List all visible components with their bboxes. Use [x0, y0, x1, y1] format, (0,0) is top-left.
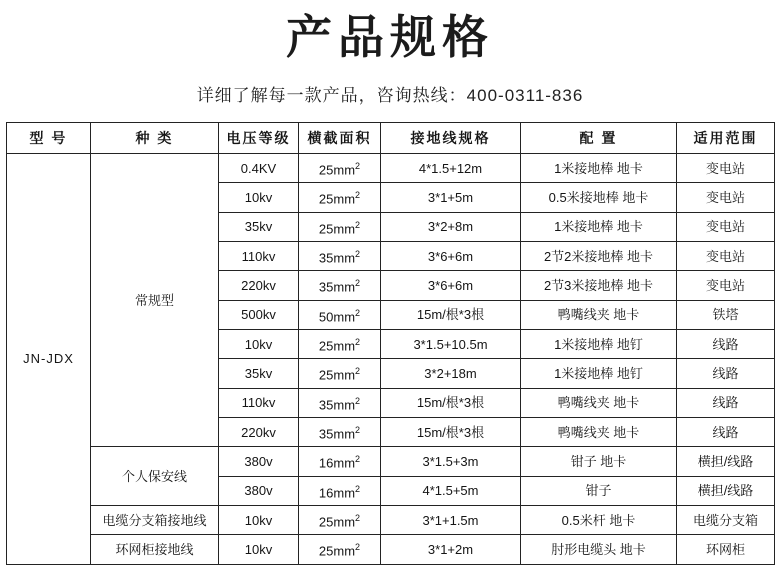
cell-range: 横担/线路 — [677, 447, 775, 476]
cell-voltage: 380v — [219, 476, 299, 505]
table-header-row — [7, 123, 775, 154]
column-header-voltage: 电压等级 — [219, 123, 299, 154]
cell-area: $16mm^2$ — [299, 476, 381, 505]
cell-ground-spec: 3*1.5+10.5m — [381, 329, 521, 358]
unit-superscript: 2 — [355, 336, 361, 347]
column-header-ground-spec: 接地线规格 — [381, 123, 521, 154]
cell-voltage: 10kv — [219, 535, 299, 564]
column-header-area: 横截面积 — [299, 123, 381, 154]
cell-ground-spec: 3*1+5m — [381, 183, 521, 212]
column-header-range: 适用范围 — [677, 123, 775, 154]
cell-config: 鸭嘴线夹 地卡 — [521, 388, 677, 417]
cell-ground-spec: 15m/根*3根 — [381, 417, 521, 446]
cell-config: 鸭嘴线夹 地卡 — [521, 300, 677, 329]
column-header-config: 配 置 — [521, 123, 677, 154]
cell-voltage: 110kv — [219, 241, 299, 270]
spec-table — [6, 122, 775, 565]
cell-range: 线路 — [677, 388, 775, 417]
cell-ground-spec: 15m/根*3根 — [381, 388, 521, 417]
cell-range: 线路 — [677, 329, 775, 358]
cell-config: 2节2米接地棒 地卡 — [521, 241, 677, 270]
unit-superscript: 2 — [355, 278, 361, 289]
cell-area: $25mm^2$ — [299, 329, 381, 358]
column-header-category: 种 类 — [91, 123, 219, 154]
table-row — [7, 447, 775, 476]
unit-superscript: 2 — [355, 395, 361, 406]
cell-config: 1米接地棒 地钉 — [521, 359, 677, 388]
unit-superscript: 2 — [355, 424, 361, 435]
cell-config: 0.5米杆 地卡 — [521, 505, 677, 534]
cell-area: $25mm^2$ — [299, 535, 381, 564]
unit-superscript: 2 — [355, 542, 361, 553]
cell-area: $50mm^2$ — [299, 300, 381, 329]
cell-area: $35mm^2$ — [299, 241, 381, 270]
cell-voltage: 220kv — [219, 417, 299, 446]
table-header — [7, 123, 775, 154]
cell-voltage: 380v — [219, 447, 299, 476]
cell-voltage: 110kv — [219, 388, 299, 417]
column-header-model: 型 号 — [7, 123, 91, 154]
cell-ground-spec: 15m/根*3根 — [381, 300, 521, 329]
cell-range: 线路 — [677, 359, 775, 388]
cell-area: $35mm^2$ — [299, 417, 381, 446]
cell-config: 2节3米接地棒 地卡 — [521, 271, 677, 300]
cell-range: 电缆分支箱 — [677, 505, 775, 534]
cell-voltage: 35kv — [219, 212, 299, 241]
cell-model: JN-JDX — [7, 154, 91, 565]
cell-ground-spec: 3*1+1.5m — [381, 505, 521, 534]
cell-config: 钳子 地卡 — [521, 447, 677, 476]
cell-range: 变电站 — [677, 241, 775, 270]
cell-voltage: 0.4KV — [219, 154, 299, 183]
unit-superscript: 2 — [355, 248, 361, 259]
cell-voltage: 500kv — [219, 300, 299, 329]
cell-config: 钳子 — [521, 476, 677, 505]
cell-ground-spec: 3*1+2m — [381, 535, 521, 564]
cell-voltage: 220kv — [219, 271, 299, 300]
unit-superscript: 2 — [355, 366, 361, 377]
unit-superscript: 2 — [355, 454, 361, 465]
cell-config: 0.5米接地棒 地卡 — [521, 183, 677, 212]
unit-superscript: 2 — [355, 161, 361, 171]
cell-category: 常规型 — [91, 154, 219, 447]
page-title: 产品规格 — [286, 10, 494, 64]
cell-voltage: 35kv — [219, 359, 299, 388]
unit-superscript: 2 — [355, 307, 361, 318]
unit-superscript: 2 — [355, 483, 361, 494]
spec-table-wrapper — [6, 122, 774, 565]
cell-range: 变电站 — [677, 154, 775, 183]
cell-ground-spec: 4*1.5+12m — [381, 154, 521, 183]
cell-category: 环网柜接地线 — [91, 535, 219, 564]
cell-area: $25mm^2$ — [299, 212, 381, 241]
cell-area: $25mm^2$ — [299, 154, 381, 183]
cell-range: 铁塔 — [677, 300, 775, 329]
table-row — [7, 535, 775, 564]
cell-voltage: 10kv — [219, 329, 299, 358]
cell-ground-spec: 3*2+8m — [381, 212, 521, 241]
cell-range: 变电站 — [677, 183, 775, 212]
cell-area: $16mm^2$ — [299, 447, 381, 476]
table-row — [7, 505, 775, 534]
cell-area: $35mm^2$ — [299, 271, 381, 300]
cell-range: 线路 — [677, 417, 775, 446]
cell-ground-spec: 4*1.5+5m — [381, 476, 521, 505]
cell-area: $25mm^2$ — [299, 505, 381, 534]
cell-config: 鸭嘴线夹 地卡 — [521, 417, 677, 446]
cell-ground-spec: 3*6+6m — [381, 241, 521, 270]
cell-config: 1米接地棒 地卡 — [521, 154, 677, 183]
unit-superscript: 2 — [355, 219, 361, 230]
unit-superscript: 2 — [355, 190, 361, 201]
cell-area: $35mm^2$ — [299, 388, 381, 417]
title-section — [0, 0, 780, 106]
table-body — [7, 154, 775, 565]
cell-voltage: 10kv — [219, 183, 299, 212]
cell-range: 环网柜 — [677, 535, 775, 564]
cell-range: 横担/线路 — [677, 476, 775, 505]
table-row — [7, 154, 775, 183]
cell-range: 变电站 — [677, 271, 775, 300]
cell-area: $25mm^2$ — [299, 183, 381, 212]
unit-superscript: 2 — [355, 512, 361, 523]
cell-ground-spec: 3*2+18m — [381, 359, 521, 388]
cell-config: 1米接地棒 地钉 — [521, 329, 677, 358]
cell-range: 变电站 — [677, 212, 775, 241]
cell-area: $25mm^2$ — [299, 359, 381, 388]
cell-config: 肘形电缆头 地卡 — [521, 535, 677, 564]
cell-ground-spec: 3*1.5+3m — [381, 447, 521, 476]
cell-ground-spec: 3*6+6m — [381, 271, 521, 300]
cell-config: 1米接地棒 地卡 — [521, 212, 677, 241]
cell-category: 个人保安线 — [91, 447, 219, 506]
page-subtitle: 详细了解每一款产品，咨询热线：400-0311-836 — [196, 85, 584, 105]
cell-voltage: 10kv — [219, 505, 299, 534]
cell-category: 电缆分支箱接地线 — [91, 505, 219, 534]
